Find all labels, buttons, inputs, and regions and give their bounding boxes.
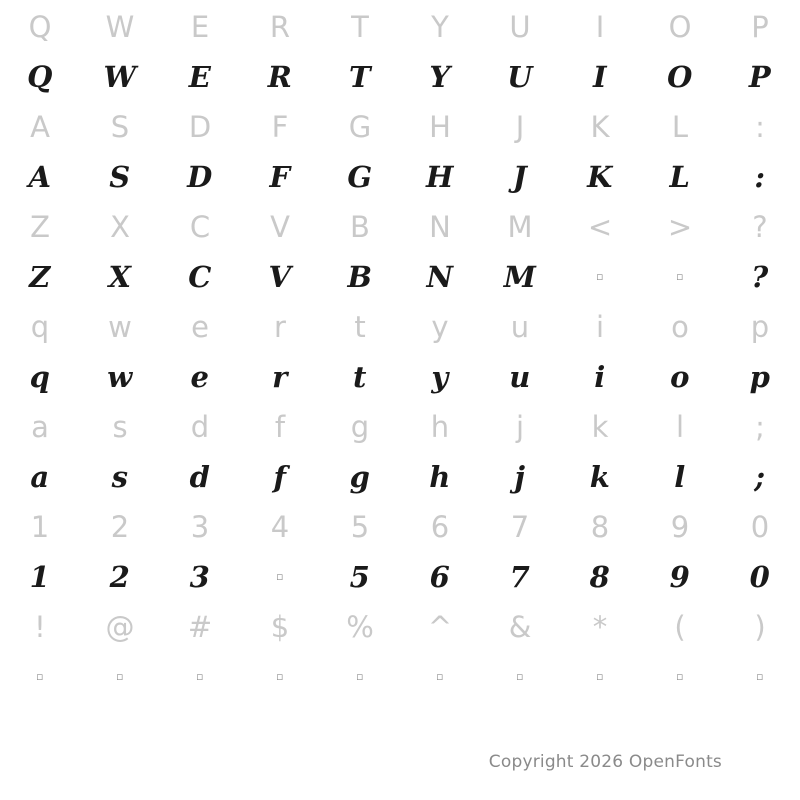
reference-glyph: T bbox=[351, 10, 369, 44]
reference-glyph: X bbox=[110, 210, 130, 244]
sample-glyph: K bbox=[587, 160, 613, 194]
reference-glyph: u bbox=[510, 310, 530, 344]
sample-glyph-notdef: ▫ bbox=[196, 670, 204, 683]
reference-row-2 bbox=[0, 102, 800, 152]
reference-glyph: ^ bbox=[427, 610, 453, 644]
sample-glyph: l bbox=[674, 460, 686, 494]
reference-glyph: V bbox=[270, 210, 290, 244]
reference-row-4 bbox=[0, 302, 800, 352]
sample-glyph: C bbox=[188, 260, 212, 294]
reference-glyph: E bbox=[190, 10, 210, 44]
reference-glyph: 8 bbox=[590, 510, 610, 544]
reference-row-3 bbox=[0, 202, 800, 252]
reference-glyph: D bbox=[188, 110, 212, 144]
reference-row-5 bbox=[0, 402, 800, 452]
sample-glyph-notdef: ▫ bbox=[116, 670, 124, 683]
reference-glyph: B bbox=[350, 210, 370, 244]
reference-glyph: # bbox=[187, 610, 213, 644]
reference-glyph: 0 bbox=[750, 510, 770, 544]
sample-glyph: 9 bbox=[669, 560, 691, 594]
sample-glyph-notdef: ▫ bbox=[756, 670, 764, 683]
reference-glyph: ) bbox=[754, 610, 766, 644]
sample-glyph: e bbox=[190, 360, 210, 394]
reference-glyph: M bbox=[507, 210, 533, 244]
reference-glyph: @ bbox=[105, 610, 135, 644]
reference-glyph: 4 bbox=[270, 510, 290, 544]
reference-glyph: J bbox=[515, 110, 525, 144]
reference-glyph: F bbox=[271, 110, 289, 144]
reference-glyph: r bbox=[274, 310, 286, 344]
reference-glyph: q bbox=[30, 310, 50, 344]
sample-glyph: M bbox=[503, 260, 537, 294]
reference-row-6 bbox=[0, 502, 800, 552]
sample-glyph-notdef: ▫ bbox=[276, 670, 284, 683]
sample-glyph: q bbox=[29, 360, 51, 394]
sample-glyph: S bbox=[109, 160, 131, 194]
reference-glyph: f bbox=[274, 410, 286, 444]
sample-row-4 bbox=[0, 352, 800, 402]
sample-glyph: V bbox=[268, 260, 292, 294]
sample-glyph: u bbox=[509, 360, 531, 394]
reference-glyph: I bbox=[595, 10, 605, 44]
reference-row-7 bbox=[0, 602, 800, 652]
reference-glyph: e bbox=[191, 310, 209, 344]
sample-glyph: 1 bbox=[29, 560, 51, 594]
sample-glyph: y bbox=[431, 360, 449, 394]
reference-glyph: 1 bbox=[30, 510, 50, 544]
sample-glyph: E bbox=[188, 60, 212, 94]
reference-glyph: K bbox=[590, 110, 610, 144]
sample-glyph: h bbox=[429, 460, 451, 494]
sample-glyph: X bbox=[108, 260, 132, 294]
reference-glyph: A bbox=[30, 110, 50, 144]
sample-glyph: 7 bbox=[509, 560, 531, 594]
sample-glyph: T bbox=[348, 60, 372, 94]
sample-glyph: f bbox=[273, 460, 287, 494]
reference-glyph: O bbox=[668, 10, 692, 44]
sample-glyph: I bbox=[592, 60, 608, 94]
sample-glyph-notdef: ▫ bbox=[516, 670, 524, 683]
reference-glyph: & bbox=[508, 610, 532, 644]
reference-glyph: < bbox=[587, 210, 613, 244]
reference-glyph: Y bbox=[431, 10, 449, 44]
sample-glyph: r bbox=[272, 360, 288, 394]
reference-glyph: 3 bbox=[190, 510, 210, 544]
sample-glyph-notdef: ▫ bbox=[676, 270, 684, 283]
sample-row-2 bbox=[0, 152, 800, 202]
sample-glyph: j bbox=[514, 460, 526, 494]
reference-glyph: d bbox=[190, 410, 210, 444]
sample-glyph: Z bbox=[29, 260, 51, 294]
sample-glyph: Q bbox=[27, 60, 53, 94]
reference-glyph: G bbox=[348, 110, 372, 144]
reference-glyph: ! bbox=[34, 610, 46, 644]
reference-glyph: s bbox=[112, 410, 128, 444]
reference-row-1 bbox=[0, 2, 800, 52]
sample-glyph: 5 bbox=[349, 560, 371, 594]
sample-glyph: D bbox=[187, 160, 213, 194]
reference-glyph: L bbox=[671, 110, 689, 144]
reference-glyph: $ bbox=[270, 610, 290, 644]
reference-glyph: 7 bbox=[510, 510, 530, 544]
sample-glyph: A bbox=[28, 160, 52, 194]
reference-glyph: ( bbox=[674, 610, 686, 644]
reference-glyph: Q bbox=[28, 10, 52, 44]
sample-glyph: t bbox=[353, 360, 367, 394]
reference-glyph: ? bbox=[752, 210, 768, 244]
sample-glyph: ? bbox=[751, 260, 769, 294]
reference-glyph: l bbox=[675, 410, 685, 444]
reference-glyph: H bbox=[429, 110, 451, 144]
reference-glyph: g bbox=[350, 410, 370, 444]
reference-glyph: a bbox=[31, 410, 49, 444]
reference-glyph: h bbox=[430, 410, 450, 444]
sample-glyph-notdef: ▫ bbox=[36, 670, 44, 683]
sample-glyph-notdef: ▫ bbox=[596, 270, 604, 283]
sample-glyph: o bbox=[670, 360, 690, 394]
sample-glyph: ; bbox=[754, 460, 766, 494]
sample-glyph: N bbox=[426, 260, 454, 294]
sample-glyph: F bbox=[269, 160, 291, 194]
reference-glyph: 9 bbox=[670, 510, 690, 544]
reference-glyph: % bbox=[346, 610, 374, 644]
reference-glyph: j bbox=[515, 410, 525, 444]
sample-glyph-notdef: ▫ bbox=[596, 670, 604, 683]
sample-glyph: Y bbox=[429, 60, 451, 94]
sample-glyph: 6 bbox=[429, 560, 451, 594]
sample-glyph: R bbox=[267, 60, 293, 94]
sample-glyph: : bbox=[754, 160, 766, 194]
sample-row-7 bbox=[0, 652, 800, 692]
sample-glyph: G bbox=[347, 160, 373, 194]
sample-glyph: U bbox=[507, 60, 533, 94]
reference-glyph: W bbox=[105, 10, 135, 44]
sample-glyph: s bbox=[111, 460, 129, 494]
reference-glyph: t bbox=[354, 310, 366, 344]
sample-glyph: B bbox=[347, 260, 373, 294]
reference-glyph: p bbox=[750, 310, 770, 344]
sample-glyph: i bbox=[594, 360, 606, 394]
sample-glyph: 0 bbox=[749, 560, 771, 594]
sample-glyph: 8 bbox=[589, 560, 611, 594]
reference-glyph: N bbox=[429, 210, 451, 244]
sample-glyph: k bbox=[589, 460, 611, 494]
sample-glyph: d bbox=[189, 460, 211, 494]
sample-row-1 bbox=[0, 52, 800, 102]
sample-glyph-notdef: ▫ bbox=[356, 670, 364, 683]
reference-glyph: 2 bbox=[110, 510, 130, 544]
reference-glyph: o bbox=[671, 310, 689, 344]
reference-glyph: * bbox=[592, 610, 608, 644]
sample-glyph: O bbox=[667, 60, 693, 94]
sample-glyph: a bbox=[30, 460, 50, 494]
reference-glyph: U bbox=[509, 10, 531, 44]
sample-glyph: w bbox=[107, 360, 133, 394]
reference-glyph: > bbox=[667, 210, 693, 244]
reference-glyph: R bbox=[269, 10, 291, 44]
sample-glyph: P bbox=[748, 60, 772, 94]
reference-glyph: 6 bbox=[430, 510, 450, 544]
reference-glyph: ; bbox=[755, 410, 765, 444]
copyright-notice: Copyright 2026 OpenFonts bbox=[488, 752, 722, 772]
reference-glyph: S bbox=[110, 110, 130, 144]
sample-glyph: J bbox=[512, 160, 528, 194]
reference-glyph: P bbox=[751, 10, 769, 44]
reference-glyph: w bbox=[108, 310, 132, 344]
sample-glyph: W bbox=[103, 60, 137, 94]
reference-glyph: Z bbox=[30, 210, 50, 244]
sample-row-6 bbox=[0, 552, 800, 602]
sample-glyph: L bbox=[669, 160, 691, 194]
sample-row-3 bbox=[0, 252, 800, 302]
sample-glyph: 2 bbox=[109, 560, 131, 594]
reference-glyph: k bbox=[591, 410, 609, 444]
sample-glyph: 3 bbox=[189, 560, 211, 594]
sample-glyph: g bbox=[349, 460, 371, 494]
sample-glyph-notdef: ▫ bbox=[436, 670, 444, 683]
sample-glyph: p bbox=[749, 360, 771, 394]
sample-glyph: H bbox=[426, 160, 454, 194]
reference-glyph: i bbox=[595, 310, 605, 344]
reference-glyph: 5 bbox=[350, 510, 370, 544]
sample-glyph-notdef: ▫ bbox=[276, 570, 284, 583]
reference-glyph: C bbox=[189, 210, 211, 244]
reference-glyph: : bbox=[755, 110, 765, 144]
sample-glyph-notdef: ▫ bbox=[676, 670, 684, 683]
sample-row-5 bbox=[0, 452, 800, 502]
reference-glyph: y bbox=[431, 310, 449, 344]
